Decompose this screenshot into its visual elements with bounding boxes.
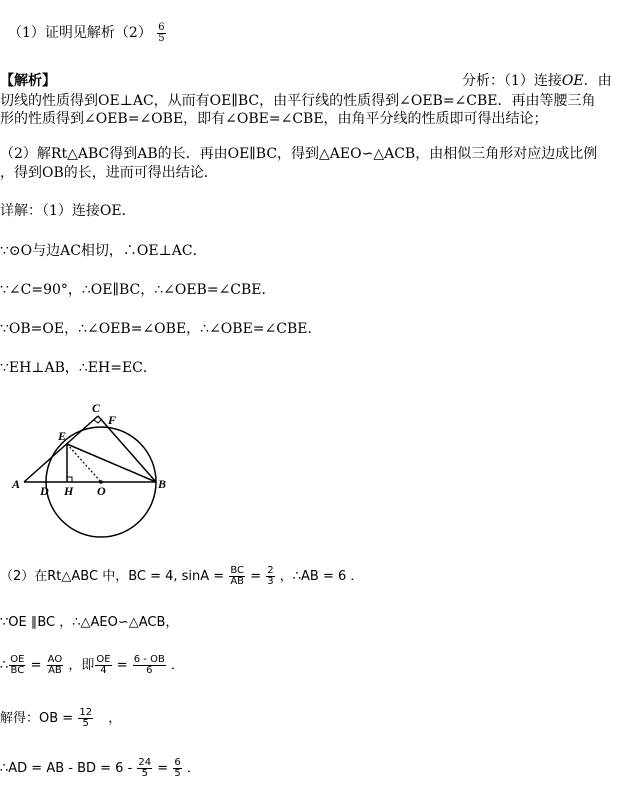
right-angle-c bbox=[94, 419, 102, 423]
detail-step-1: ∵⊙O与边AC相切，∴OE⊥AC． bbox=[0, 243, 207, 259]
label-h: H bbox=[64, 484, 74, 498]
fraction-oe-bc bbox=[9, 655, 25, 676]
label-b: B bbox=[158, 477, 167, 491]
geometry-figure bbox=[10, 402, 180, 542]
analysis-line-4: ，得到OB的长，进而可得出结论． bbox=[0, 165, 218, 181]
segment-eo-dotted bbox=[67, 444, 101, 482]
part2-l1-text: （2）在Rt△ABC 中，BC = 4, sinA = bbox=[0, 569, 225, 584]
numerator: 24 bbox=[138, 757, 152, 768]
ad-text: ∴AD = AB - BD = 6 - bbox=[0, 761, 133, 776]
analysis-intro-text: 分析：（1）连接 bbox=[462, 73, 562, 89]
analysis-line-2: 形的性质得到∠OEB=∠OBE，即有∠OBE=∠CBE，由角平分线的性质即可得出结论； bbox=[0, 111, 548, 127]
label-d: D bbox=[40, 484, 49, 498]
solve-text: 解得：OB = bbox=[0, 711, 74, 726]
fraction-24-5 bbox=[137, 758, 152, 779]
segment-eb bbox=[67, 444, 156, 482]
part2-line-5 bbox=[0, 758, 200, 780]
denominator: 5 bbox=[82, 718, 89, 729]
analysis-intro bbox=[462, 70, 612, 92]
denominator: 5 bbox=[174, 768, 181, 779]
equals: = bbox=[250, 569, 262, 584]
comma: ， bbox=[108, 711, 122, 726]
fraction-two-thirds bbox=[266, 566, 274, 587]
detail-step-2: ∵∠C=90°，∴OE∥BC，∴∠OEB=∠CBE． bbox=[0, 282, 276, 298]
part2-line-3 bbox=[0, 655, 184, 677]
fraction-12-5 bbox=[78, 708, 93, 729]
answer-fraction-numerator: 6 bbox=[158, 21, 165, 33]
answer-line bbox=[8, 22, 167, 44]
numerator: 6 bbox=[174, 757, 181, 768]
part2-l1-end: ，∴AB = 6 ． bbox=[279, 569, 364, 584]
detail-step-4: ∵EH⊥AB，∴EH=EC． bbox=[0, 360, 157, 376]
analysis-intro-end: ．由 bbox=[583, 73, 612, 89]
period: ． bbox=[186, 761, 200, 776]
answer-fraction bbox=[157, 23, 165, 44]
part2-line-4 bbox=[0, 708, 121, 730]
denominator: AB bbox=[230, 576, 245, 587]
numerator: 2 bbox=[267, 565, 274, 576]
label-e: E bbox=[58, 429, 67, 443]
equals: = bbox=[157, 761, 169, 776]
denominator: 3 bbox=[267, 576, 274, 587]
denominator: AB bbox=[48, 665, 62, 676]
answer-fraction-denominator: 5 bbox=[158, 32, 165, 44]
analysis-line-3: （2）解Rt△ABC得到AB的长．再由OE∥BC，得到△AEO∽△ACB，由相似三角形对应边成比例 bbox=[0, 146, 598, 162]
denominator: BC bbox=[10, 665, 25, 676]
label-f: F bbox=[108, 413, 117, 427]
namely: ，即 bbox=[68, 658, 95, 673]
numerator: OE bbox=[10, 654, 25, 665]
denominator: 6 bbox=[146, 665, 153, 676]
numerator: AO bbox=[47, 654, 63, 665]
fraction-oe-4 bbox=[95, 655, 111, 676]
numerator: BC bbox=[230, 565, 245, 576]
segment-cb bbox=[98, 416, 156, 482]
fraction-bc-ab bbox=[229, 566, 245, 587]
therefore: ∴ bbox=[0, 658, 9, 673]
segment-ac bbox=[24, 416, 98, 482]
fraction-ao-ab bbox=[47, 655, 64, 676]
label-a: A bbox=[12, 477, 21, 491]
numerator: 6 - OB bbox=[133, 654, 165, 665]
answer-text: （1）证明见解析（2） bbox=[8, 25, 152, 41]
fraction-6-5 bbox=[173, 758, 181, 779]
fraction-6-ob bbox=[133, 655, 166, 676]
equals: = bbox=[30, 658, 42, 673]
denominator: 4 bbox=[100, 665, 107, 676]
detail-step-3: ∵OB=OE，∴∠OEB=∠OBE，∴∠OBE=∠CBE． bbox=[0, 321, 322, 337]
part2-line-1 bbox=[0, 566, 363, 588]
part2-line-2: ∵OE ∥BC ，∴△AEO∽△ACB， bbox=[0, 615, 179, 630]
numerator: 12 bbox=[79, 707, 93, 718]
label-c: C bbox=[92, 402, 101, 415]
label-o: O bbox=[97, 484, 106, 498]
analysis-line-1: 切线的性质得到OE⊥AC，从而有OE∥BC，由平行线的性质得到∠OEB=∠CBE．再由等腰三角 bbox=[0, 93, 596, 109]
equals: = bbox=[116, 658, 128, 673]
detail-heading: 详解：（1）连接OE． bbox=[0, 203, 136, 219]
analysis-intro-oe: OE bbox=[561, 73, 584, 89]
period: ． bbox=[170, 658, 184, 673]
denominator: 5 bbox=[141, 768, 148, 779]
analysis-tag: 【解析】 bbox=[0, 73, 56, 89]
numerator: OE bbox=[96, 654, 111, 665]
